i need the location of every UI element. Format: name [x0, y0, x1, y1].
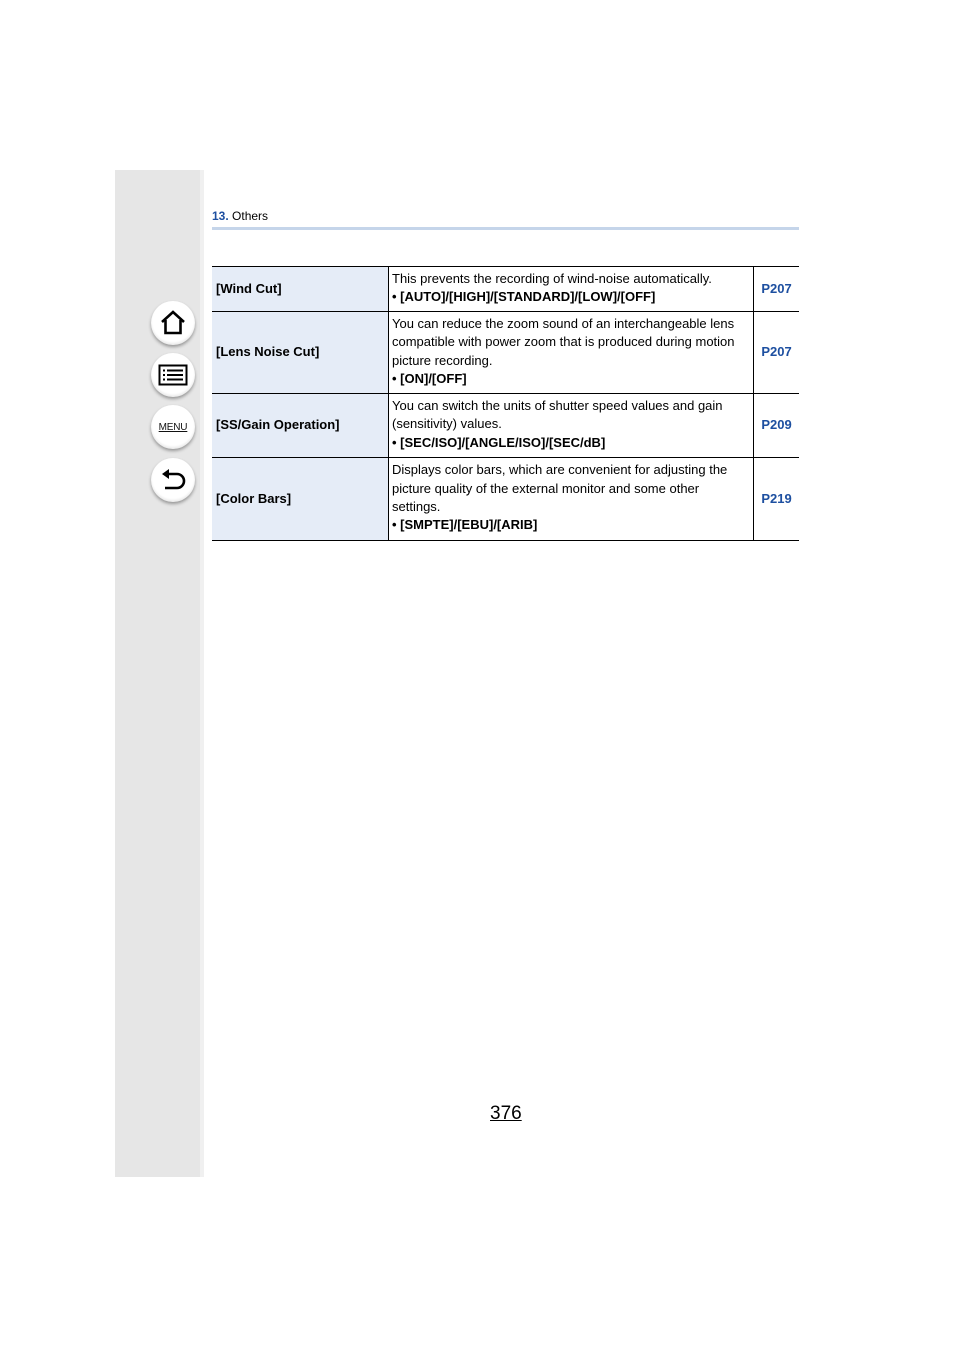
setting-description-cell	[389, 394, 754, 458]
setting-options: • [SEC/ISO]/[ANGLE/ISO]/[SEC/dB]	[392, 434, 606, 450]
setting-name: [Color Bars]	[212, 458, 389, 541]
setting-description: You can switch the units of shutter speed values and gain (sensitivity) values.	[392, 398, 723, 432]
home-icon	[159, 310, 187, 336]
chapter-number: 13.	[212, 209, 229, 223]
setting-description-cell	[389, 458, 754, 541]
setting-description: Displays color bars, which are convenient for adjusting the picture quality of the external monitor and some other settings.	[392, 462, 728, 514]
setting-name: [Wind Cut]	[212, 267, 389, 312]
contents-button[interactable]	[151, 353, 195, 397]
back-button[interactable]	[151, 458, 195, 502]
page-number: 376	[490, 1103, 522, 1124]
page-reference-link[interactable]: P207	[761, 280, 792, 296]
page-reference-link[interactable]: P209	[761, 417, 792, 433]
home-button[interactable]	[151, 301, 195, 345]
header-rule	[212, 227, 799, 230]
menu-icon: MENU	[158, 421, 188, 433]
menu-button[interactable]	[151, 405, 195, 449]
page-reference-cell	[754, 394, 800, 458]
table-row	[212, 458, 799, 541]
settings-table	[212, 266, 799, 541]
table-row	[212, 312, 799, 394]
setting-name: [SS/Gain Operation]	[212, 394, 389, 458]
page-reference-cell	[754, 312, 800, 394]
page-reference-link[interactable]: P207	[761, 344, 792, 360]
setting-description-cell	[389, 312, 754, 394]
setting-options: • [AUTO]/[HIGH]/[STANDARD]/[LOW]/[OFF]	[392, 289, 656, 304]
setting-options: • [ON]/[OFF]	[392, 370, 467, 386]
table-row	[212, 394, 799, 458]
setting-description: You can reduce the zoom sound of an interchangeable lens compatible with power zoom that is produced during motion picture recording.	[392, 315, 735, 368]
breadcrumb	[212, 209, 268, 223]
chapter-title: Others	[232, 209, 269, 223]
back-arrow-icon	[159, 467, 187, 493]
page-reference-cell	[754, 267, 800, 312]
setting-options: • [SMPTE]/[EBU]/[ARIB]	[392, 517, 538, 533]
contents-list-icon	[158, 364, 188, 386]
sidebar-edge	[200, 170, 204, 1177]
setting-description-cell	[389, 267, 754, 312]
page-reference-cell	[754, 458, 800, 541]
table-row	[212, 267, 799, 312]
page-reference-link[interactable]: P219	[761, 490, 792, 506]
setting-name: [Lens Noise Cut]	[212, 312, 389, 394]
setting-description: This prevents the recording of wind-noise automatically.	[392, 270, 712, 286]
